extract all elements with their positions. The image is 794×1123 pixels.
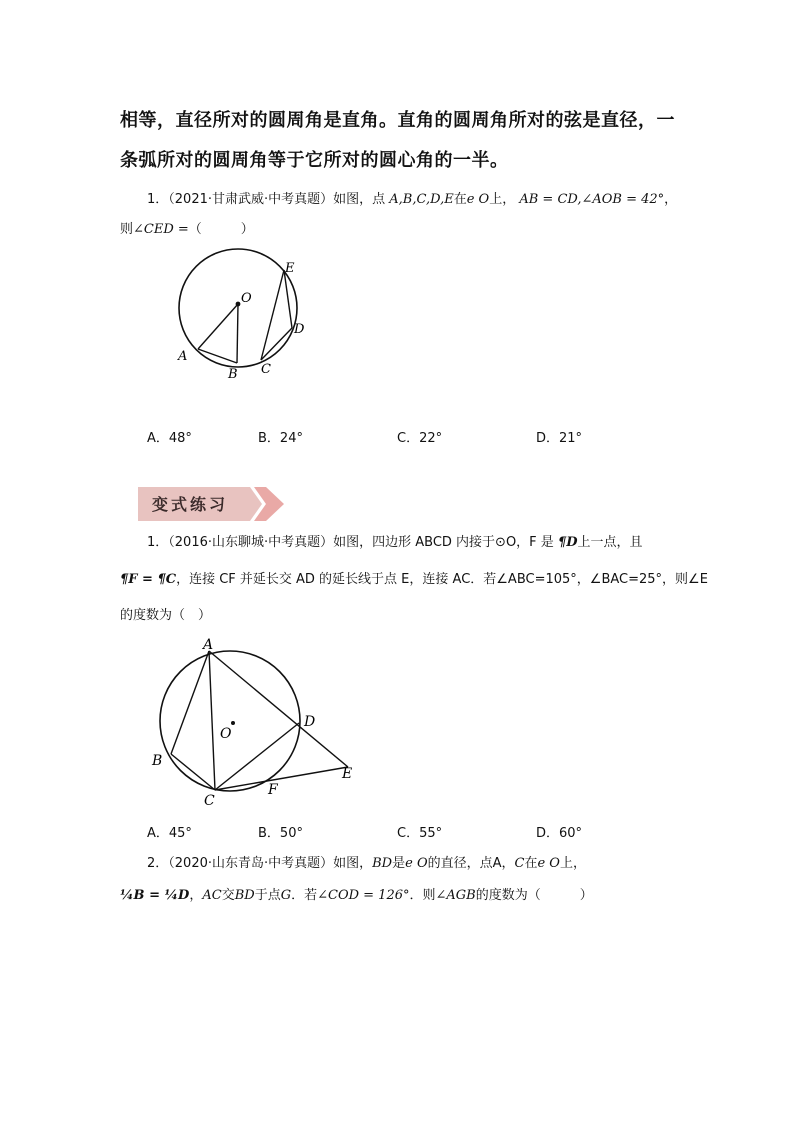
question-1-line-2 <box>120 218 254 237</box>
v2-circle: e O <box>405 856 428 871</box>
segment-ce <box>215 767 348 790</box>
segment-ab <box>171 651 209 754</box>
circle-o-2 <box>160 651 300 791</box>
label-d: D <box>294 322 305 337</box>
v2-circle-2: e O <box>537 856 560 871</box>
v2-text-i: ．若 <box>291 888 318 903</box>
v1-option-a[interactable]: A．45° <box>147 826 192 841</box>
v2-text-g: 交 <box>221 888 235 903</box>
v2-text-b: 是 <box>392 856 406 871</box>
question-source: （2021·甘肃武威·中考真题）如图，点 <box>168 192 386 207</box>
answer-blank: （ ） <box>188 222 254 237</box>
q1-option-d[interactable]: D．21° <box>536 431 583 446</box>
v2-text-a: 2．（2020·山东青岛·中考真题）如图， <box>147 856 373 871</box>
question-1-line-1 <box>147 188 677 207</box>
segment-ac <box>209 651 215 790</box>
label-b-2: B <box>152 753 163 769</box>
text-end: ， <box>664 192 678 207</box>
center-dot-2 <box>231 721 235 725</box>
q1-option-a[interactable]: A．48° <box>147 431 192 446</box>
v2-text-c: 的直径，点A， <box>427 856 515 871</box>
variant-1-text-a: 1．（2016·山东聊城·中考真题）如图，四边形 ABCD 内接于⊙O，F 是 <box>147 535 554 550</box>
v1-option-c[interactable]: C．55° <box>397 826 443 841</box>
section-banner <box>138 487 288 521</box>
label-a-2: A <box>203 637 214 653</box>
figure-2 <box>145 635 370 810</box>
label-a: A <box>178 349 188 364</box>
variant-2-line-1 <box>147 852 586 871</box>
segment-ob <box>237 304 238 363</box>
v2-text-k: 的度数为（ ） <box>475 888 593 903</box>
v2-text-j: ．则 <box>409 888 436 903</box>
segment-bc <box>171 754 215 790</box>
label-e-2: E <box>342 766 353 782</box>
condition: AB = CD,∠AOB = 42° <box>519 192 665 207</box>
v1-option-d[interactable]: D．60° <box>536 826 583 841</box>
variant-1-text-c: ，连接 CF 并延长交 AD 的延长线于点 E，连接 AC．若∠ABC=105°，∠BAC=25°，则∠E <box>176 572 708 587</box>
arc-ad: ¶D <box>557 535 578 550</box>
v2-text-d: 在 <box>524 856 538 871</box>
label-f-2: F <box>268 782 278 798</box>
v2-bd: BD <box>372 856 393 871</box>
v2-agb: ∠AGB <box>435 888 476 903</box>
arc-equal: ¶F = ¶C <box>120 572 177 587</box>
v2-g: G <box>280 888 292 903</box>
label-e: E <box>285 261 295 276</box>
label-d-2: D <box>304 714 316 730</box>
center-dot <box>236 302 241 307</box>
points-list: A,B,C,D,E <box>389 192 454 207</box>
v2-c: C <box>514 856 525 871</box>
segment-oa <box>198 304 238 349</box>
variant-1-line-1 <box>147 531 643 550</box>
variant-1-text-b: 上一点，且 <box>577 535 643 550</box>
v2-text-h: 于点 <box>254 888 281 903</box>
variant-1-line-2 <box>120 568 708 587</box>
label-c: C <box>261 362 271 377</box>
angle-ced: ∠CED = <box>133 222 189 237</box>
segment-ce <box>261 270 284 360</box>
v1-option-b[interactable]: B．50° <box>258 826 303 841</box>
text-on: 在 <box>453 192 467 207</box>
v2-ac: AC <box>202 888 222 903</box>
circle-symbol: e O <box>466 192 490 207</box>
label-o-2: O <box>220 726 232 742</box>
segment-ed <box>284 270 292 328</box>
segment-ae <box>209 651 348 767</box>
text-then: 则 <box>120 222 134 237</box>
v2-text-e: 上， <box>559 856 586 871</box>
v2-arc: ¼B = ¼D <box>120 888 190 903</box>
intro-line-2: 条弧所对的圆周角等于它所对的圆心角的一半。 <box>120 150 509 171</box>
variant-2-line-2 <box>120 884 593 903</box>
label-o: O <box>241 291 252 306</box>
label-b: B <box>228 367 238 380</box>
v2-text-f: ， <box>189 888 203 903</box>
variant-1-line-3: 的度数为（ ） <box>120 608 212 623</box>
question-number: 1． <box>147 192 169 207</box>
intro-line-1: 相等，直径所对的圆周角是直角。直角的圆周角所对的弦是直径，一 <box>120 110 675 131</box>
text-on2: 上， <box>489 192 516 207</box>
v2-bd-2: BD <box>234 888 255 903</box>
q1-option-c[interactable]: C．22° <box>397 431 443 446</box>
q1-option-b[interactable]: B．24° <box>258 431 303 446</box>
figure-1 <box>160 240 330 380</box>
v2-cod: ∠COD = 126° <box>317 888 410 903</box>
banner-title: 变式练习 <box>152 495 229 514</box>
label-c-2: C <box>204 793 215 809</box>
